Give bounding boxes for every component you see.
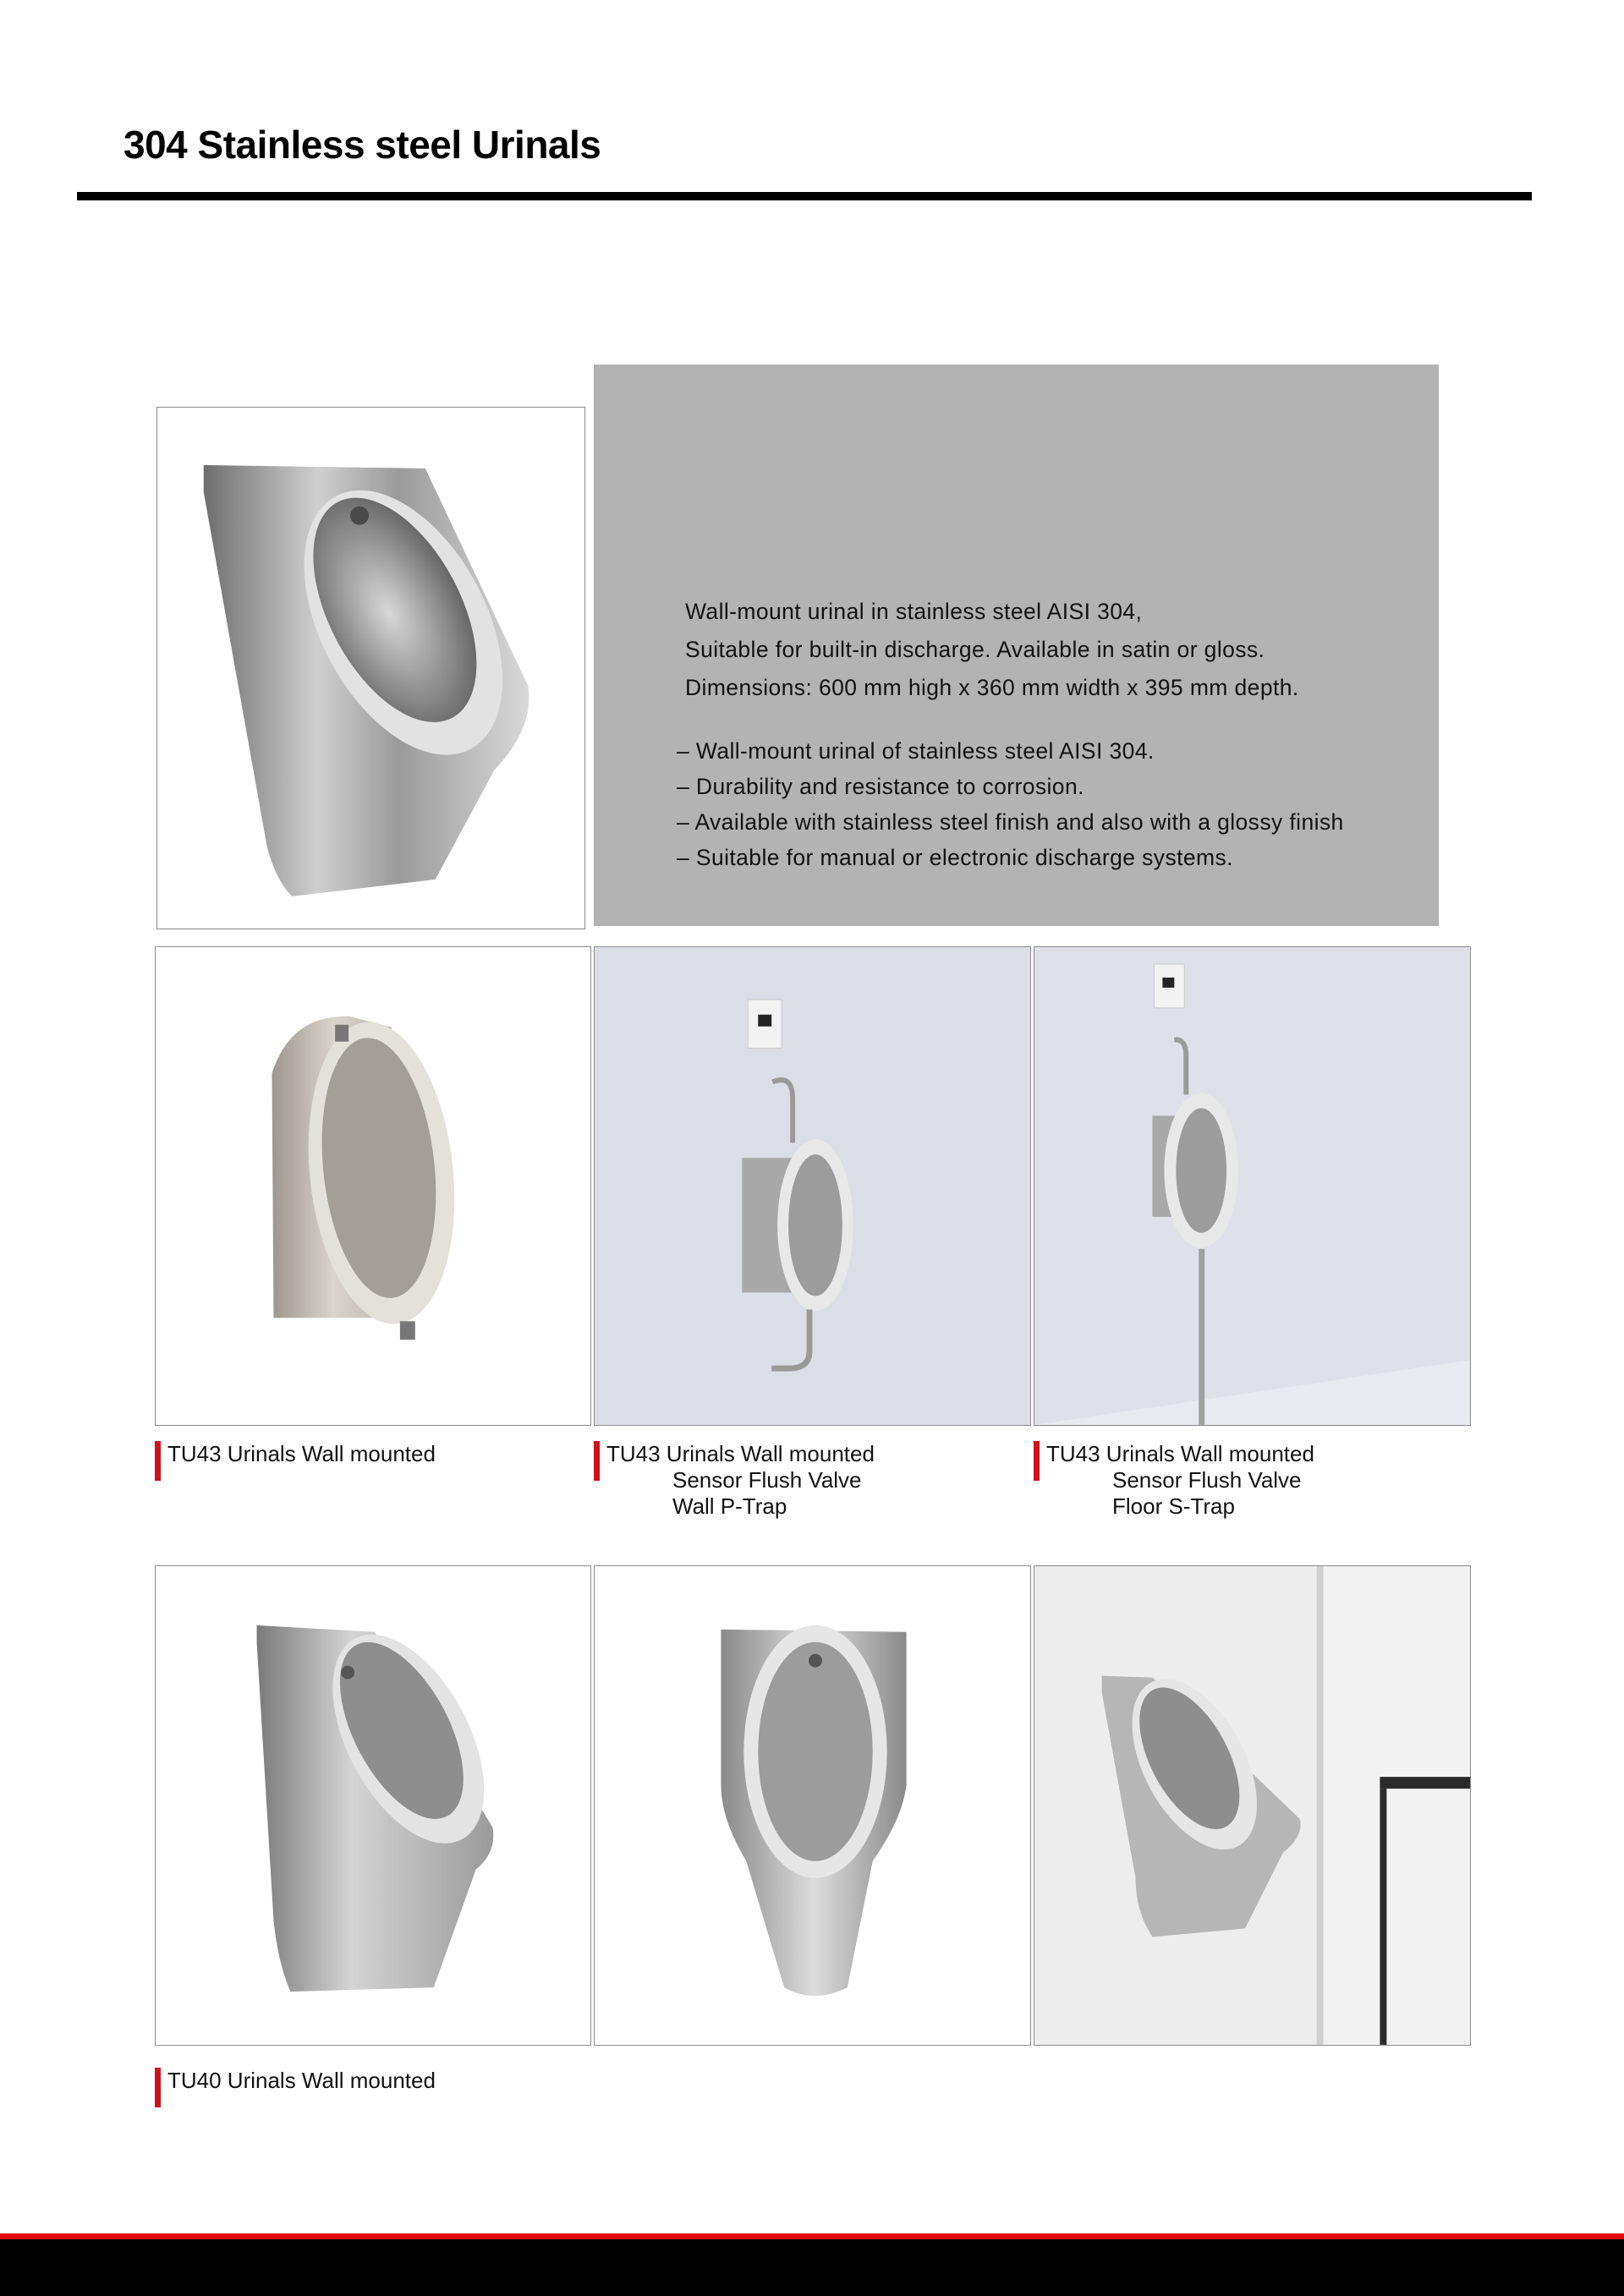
tu40-installed-image: [1034, 1565, 1471, 2046]
caption-title: TU40 Urinals Wall mounted: [167, 2068, 436, 2093]
caption-tu43: [155, 1441, 436, 1467]
caption-subline: Floor S-Trap: [1112, 1493, 1235, 1519]
installation-illustration: [1034, 947, 1470, 1425]
caption-accent-bar: [155, 1441, 161, 1481]
urinal-illustration: [595, 1566, 1030, 2045]
tu40-front-image: [594, 1565, 1031, 2046]
header-rule: [77, 192, 1532, 200]
footer-accent-stripe: [0, 2233, 1624, 2239]
description-intro: [685, 593, 1299, 707]
feature-item: – Available with stainless steel finish and also with a glossy finish: [677, 809, 1344, 835]
caption-subline: Sensor Flush Valve: [1112, 1467, 1302, 1493]
feature-list: [677, 733, 1344, 875]
urinal-illustration: [156, 947, 590, 1425]
description-panel: [594, 364, 1439, 926]
page-title: 304 Stainless steel Urinals: [123, 123, 601, 167]
caption-accent-bar: [594, 1441, 600, 1481]
urinal-illustration: [157, 408, 584, 929]
main-product-image: [156, 407, 585, 929]
installation-illustration: [595, 947, 1030, 1425]
caption-accent-bar: [1034, 1441, 1040, 1481]
caption-title: TU43 Urinals Wall mounted: [606, 1441, 875, 1466]
caption-tu43-strap: [1034, 1441, 1314, 1520]
caption-tu40: [155, 2068, 436, 2094]
urinal-illustration: [156, 1566, 590, 2045]
footer-bar: [0, 2239, 1624, 2296]
tu43-ptrap-image: [594, 946, 1031, 1426]
tu43-strap-image: [1034, 946, 1471, 1426]
feature-item: – Suitable for manual or electronic discharge systems.: [677, 845, 1233, 870]
caption-subline: Sensor Flush Valve: [672, 1467, 862, 1493]
description-line: Suitable for built-in discharge. Available in satin or gloss.: [685, 637, 1265, 662]
installation-illustration: [1034, 1566, 1470, 2045]
caption-accent-bar: [155, 2068, 161, 2107]
caption-subline: Wall P-Trap: [672, 1493, 787, 1519]
caption-tu43-ptrap: [594, 1441, 875, 1520]
caption-title: TU43 Urinals Wall mounted: [1046, 1441, 1314, 1466]
tu40-side-image: [155, 1565, 591, 2046]
tu43-product-image: [155, 946, 591, 1426]
description-line: Wall-mount urinal in stainless steel AISI 304,: [685, 599, 1143, 624]
caption-title: TU43 Urinals Wall mounted: [167, 1441, 436, 1466]
feature-item: – Durability and resistance to corrosion.: [677, 774, 1084, 799]
feature-item: – Wall-mount urinal of stainless steel AISI 304.: [677, 738, 1155, 764]
description-line: Dimensions: 600 mm high x 360 mm width x 395 mm depth.: [685, 675, 1299, 700]
